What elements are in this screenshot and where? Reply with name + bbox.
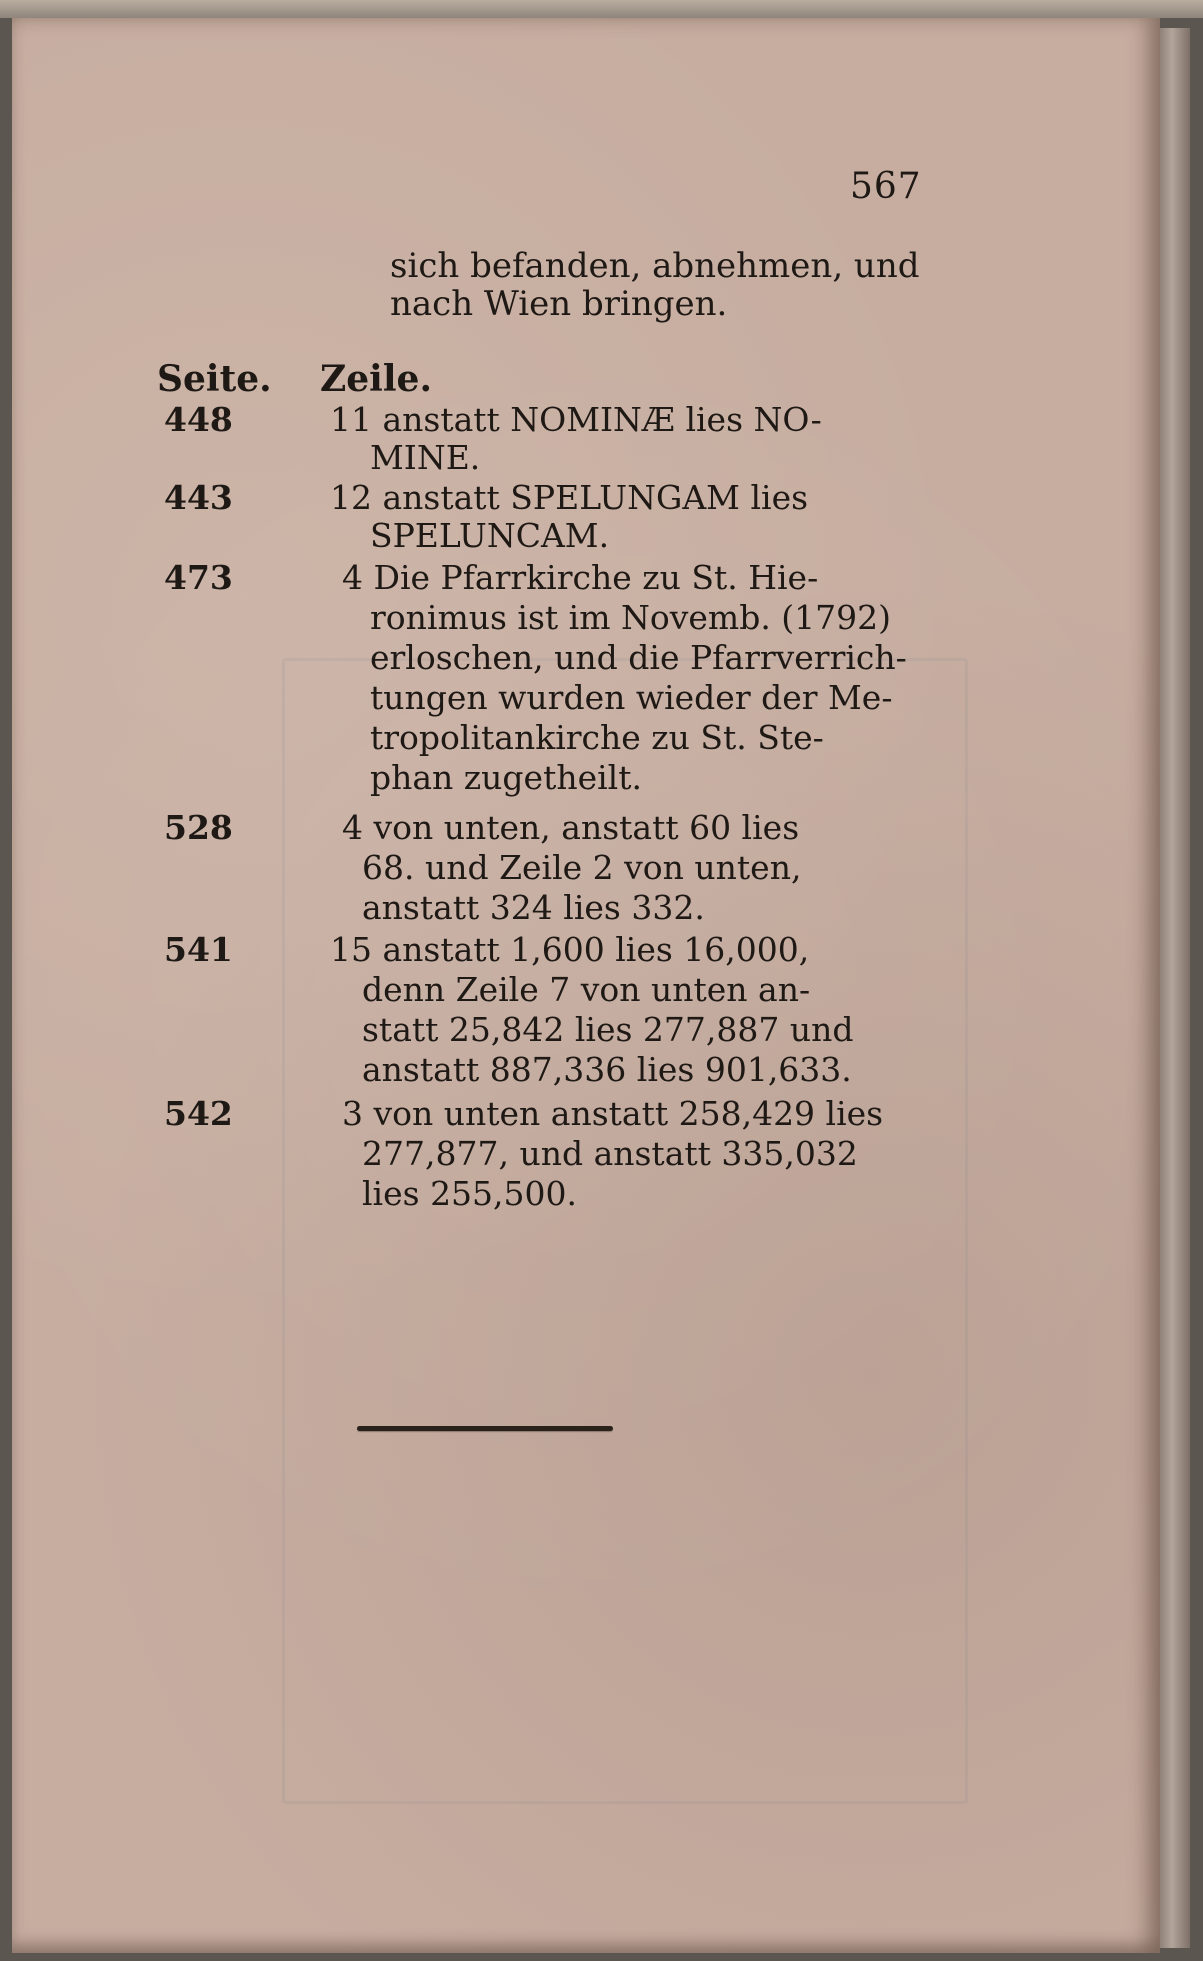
entry-page-number: 443 [164, 478, 233, 517]
entry-line: phan zugetheilt. [370, 758, 642, 797]
entry-line: anstatt 887,336 lies 901,633. [362, 1050, 852, 1089]
entry-page-number: 528 [164, 808, 233, 847]
top-binding-strip [0, 0, 1203, 18]
entry-line: anstatt 324 lies 332. [362, 888, 705, 927]
entry-line: erloschen, und die Pfarrverrich- [370, 638, 907, 677]
entry-line: 12 anstatt SPELUNGAM lies [330, 478, 809, 517]
entry-page-number: 542 [164, 1094, 233, 1133]
entry-line: tungen wurden wieder der Me- [370, 678, 893, 717]
entry-line: lies 255,500. [362, 1174, 578, 1213]
entry-line: 11 anstatt NOMINÆ lies NO- [330, 400, 822, 439]
entry-line: 3 von unten anstatt 258,429 lies [342, 1094, 884, 1133]
entry-line: ronimus ist im Novemb. (1792) [370, 598, 892, 637]
page-number: 567 [850, 166, 922, 207]
entry-line: statt 25,842 lies 277,887 und [362, 1010, 854, 1049]
entry-line: denn Zeile 7 von unten an- [362, 970, 811, 1009]
intro-line-1: sich befanden, abnehmen, und [390, 246, 920, 286]
closing-rule [357, 1426, 613, 1431]
entry-line: tropolitankirche zu St. Ste- [370, 718, 824, 757]
entry-line: 4 von unten, anstatt 60 lies [342, 808, 800, 847]
entry-page-number: 448 [164, 400, 233, 439]
column-header-zeile: Zeile. [320, 358, 432, 400]
entry-line: SPELUNCAM. [370, 516, 610, 555]
entry-line: 15 anstatt 1,600 lies 16,000, [330, 930, 810, 969]
book-page [12, 18, 1160, 1953]
entry-page-number: 473 [164, 558, 233, 597]
entry-page-number: 541 [164, 930, 233, 969]
entry-line: 68. und Zeile 2 von unten, [362, 848, 802, 887]
intro-line-2: nach Wien bringen. [390, 284, 728, 324]
entry-line: 4 Die Pfarrkirche zu St. Hie- [342, 558, 819, 597]
entry-line: 277,877, und anstatt 335,032 [362, 1134, 858, 1173]
page-edge-shadow [1160, 28, 1190, 1948]
column-header-seite: Seite. [157, 358, 272, 400]
entry-line: MINE. [370, 438, 481, 477]
